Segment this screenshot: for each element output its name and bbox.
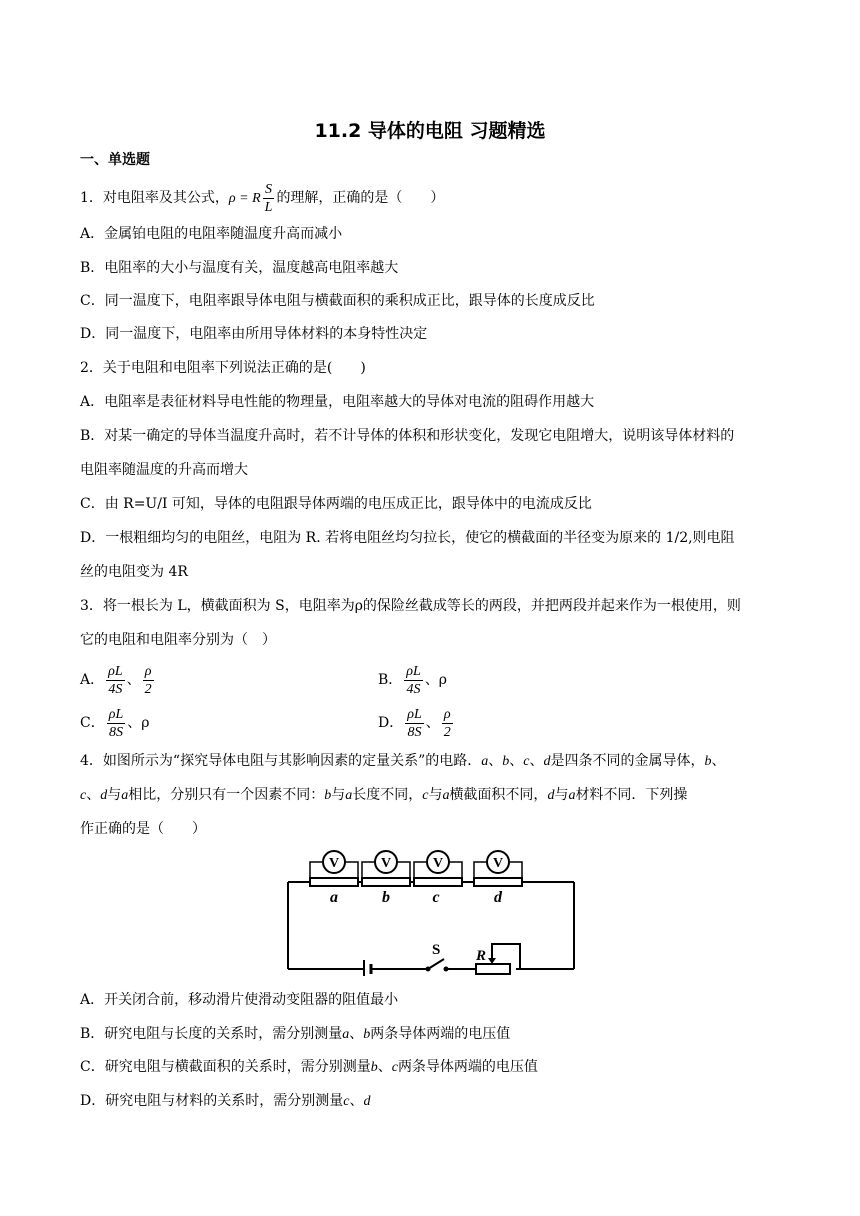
label-b: b bbox=[382, 889, 390, 906]
q3-a-frac2-den: 2 bbox=[144, 681, 152, 697]
q3-b-frac1-den: 4S bbox=[406, 681, 421, 697]
q4-l2e: 材料不同．下列操 bbox=[575, 787, 688, 803]
q1-option-c: C．同一温度下，电阻率跟导体电阻与横截面积的乘积成正比，跟导体的长度成反比 bbox=[80, 293, 595, 309]
var-a: a bbox=[481, 754, 489, 769]
q3-c-label: C． bbox=[80, 715, 105, 731]
q1-frac-num: S bbox=[265, 181, 273, 197]
voltmeter-label: V bbox=[492, 856, 504, 871]
var-d: d bbox=[547, 788, 555, 803]
q1-formula-fraction bbox=[263, 181, 275, 216]
q3-d-label: D． bbox=[378, 715, 404, 731]
q4-stem-line1 bbox=[80, 751, 725, 772]
q3-c-frac1 bbox=[107, 706, 126, 741]
sep: 、 bbox=[349, 1093, 364, 1109]
q4-l2a: 与 bbox=[107, 787, 122, 803]
voltmeter-label: V bbox=[380, 856, 392, 871]
conductor-d bbox=[474, 878, 522, 886]
q1-prefix: 1．对电阻率及其公式， bbox=[80, 190, 229, 206]
voltmeter-icon-b bbox=[375, 851, 397, 873]
sep: 、 bbox=[377, 1059, 392, 1075]
q3-d-frac2-num: ρ bbox=[443, 706, 451, 722]
q3-a-frac2 bbox=[143, 663, 154, 698]
q4-stem-line2 bbox=[80, 785, 687, 806]
q3-b-frac1 bbox=[404, 663, 423, 698]
conductor-c bbox=[414, 878, 462, 886]
var-b: b bbox=[704, 754, 712, 769]
q4-stem-line3: 作正确的是（ ） bbox=[80, 821, 206, 837]
rheostat-icon bbox=[475, 944, 520, 974]
q1-option-b: B．电阻率的大小与温度有关，温度越高电阻率越大 bbox=[80, 260, 399, 276]
sep: 、 bbox=[529, 753, 544, 769]
var-c: c bbox=[391, 1060, 398, 1075]
voltmeter-icon-a bbox=[323, 851, 345, 873]
voltmeter-label: V bbox=[328, 856, 340, 871]
q4-option-d bbox=[80, 1091, 370, 1112]
q2-stem: 2．关于电阻和电阻率下列说法正确的是( ) bbox=[80, 360, 366, 376]
var-c: c bbox=[523, 754, 530, 769]
sep: 、 bbox=[488, 753, 503, 769]
q3-d-frac2-den: 2 bbox=[443, 724, 451, 740]
var-a: a bbox=[121, 788, 129, 803]
voltmeter-icon-c bbox=[427, 851, 449, 873]
q4-option-b bbox=[80, 1024, 510, 1045]
q4-l1b: 是四条不同的金属导体， bbox=[550, 753, 705, 769]
q3-option-b bbox=[378, 662, 447, 698]
q4-l2a: 与 bbox=[331, 787, 346, 803]
q1-option-a: A．金属铂电阻的电阻率随温度升高而减小 bbox=[80, 226, 343, 242]
conductors bbox=[310, 878, 522, 886]
q2-option-c: C．由 R=U/I 可知，导体的电阻跟导体两端的电压成正比，跟导体中的电流成反比 bbox=[80, 496, 592, 512]
q3-c-frac1-num: ρL bbox=[108, 706, 124, 722]
q4-l2a: 与 bbox=[428, 787, 443, 803]
var-d: d bbox=[543, 754, 551, 769]
label-a: a bbox=[330, 889, 338, 906]
q4-c-post: 两条导体两端的电压值 bbox=[397, 1059, 538, 1075]
q3-a-frac2-num: ρ bbox=[144, 663, 152, 679]
q3-c-frac1-den: 8S bbox=[108, 724, 123, 740]
q1-option-d: D．同一温度下，电阻率由所用导体材料的本身特性决定 bbox=[80, 326, 428, 342]
switch-icon bbox=[426, 942, 449, 972]
q1-stem bbox=[80, 180, 444, 216]
conductor-a bbox=[310, 878, 358, 886]
q3-d-frac2 bbox=[442, 706, 453, 741]
sep: 、 bbox=[509, 753, 524, 769]
q4-l2c: 长度不同， bbox=[352, 787, 423, 803]
sep: 、 bbox=[349, 1026, 364, 1042]
var-a: a bbox=[568, 788, 576, 803]
q3-option-c bbox=[80, 705, 149, 741]
q3-option-a bbox=[80, 662, 156, 698]
var-c: c bbox=[422, 788, 429, 803]
q2-option-b-line2: 电阻率随温度的升高而增大 bbox=[80, 462, 248, 478]
q3-d-frac1-den: 8S bbox=[407, 724, 422, 740]
q3-a-sep: 、 bbox=[126, 672, 141, 688]
q4-c-pre: C．研究电阻与横截面积的关系时，需分别测量 bbox=[80, 1059, 371, 1075]
q1-frac-den: L bbox=[264, 199, 273, 215]
q1-suffix: 的理解，正确的是（ ） bbox=[276, 190, 445, 206]
switch-label: S bbox=[432, 942, 441, 958]
q4-b-post: 两条导体两端的电压值 bbox=[370, 1026, 511, 1042]
var-b: b bbox=[363, 1027, 371, 1042]
var-b: b bbox=[370, 1060, 378, 1075]
q4-l1a: 4．如图所示为“探究导体电阻与其影响因素的定量关系”的电路． bbox=[80, 753, 482, 769]
q4-option-a: A．开关闭合前，移动滑片使滑动变阻器的阻值最小 bbox=[80, 992, 399, 1008]
voltmeter-label: V bbox=[432, 856, 444, 871]
label-c: c bbox=[432, 889, 440, 906]
q3-b-frac1-num: ρL bbox=[406, 663, 421, 679]
q3-stem-line2: 它的电阻和电阻率分别为（ ） bbox=[80, 632, 276, 648]
circuit-diagram bbox=[280, 848, 582, 976]
var-a: a bbox=[342, 1027, 350, 1042]
sep: 、 bbox=[711, 753, 726, 769]
q3-a-frac1 bbox=[106, 663, 125, 698]
q3-c-tail: 、ρ bbox=[127, 715, 150, 731]
var-d: d bbox=[100, 788, 108, 803]
var-c: c bbox=[343, 1094, 350, 1109]
q4-d-pre: D．研究电阻与材料的关系时，需分别测量 bbox=[80, 1093, 344, 1109]
q3-b-label: B． bbox=[378, 672, 403, 688]
conductor-b bbox=[362, 878, 410, 886]
q4-l2d: 横截面积不同， bbox=[449, 787, 548, 803]
q4-l2a: 与 bbox=[554, 787, 569, 803]
var-b: b bbox=[502, 754, 510, 769]
q3-d-frac1 bbox=[405, 706, 424, 741]
q1-formula-lhs: ρ = R bbox=[228, 191, 261, 206]
var-d: d bbox=[363, 1094, 371, 1109]
q2-option-d-line2: 丝的电阻变为 4R bbox=[80, 564, 188, 580]
q3-stem-line1: 3．将一根长为 L，横截面积为 S，电阻率为ρ的保险丝截成等长的两段，并把两段并起来作为一根使用，则 bbox=[80, 598, 741, 614]
var-b: b bbox=[324, 788, 332, 803]
q2-option-d-line1: D．一根粗细均匀的电阻丝，电阻为 R. 若将电阻丝均匀拉长，使它的横截面的半径变为原来的 1/2,则电阻 bbox=[80, 530, 735, 546]
sep: 、 bbox=[86, 787, 101, 803]
q3-b-tail: 、ρ bbox=[424, 672, 448, 688]
battery-icon bbox=[364, 960, 371, 976]
q4-l2b: 相比，分别只有一个因素不同： bbox=[128, 787, 325, 803]
q2-option-a: A．电阻率是表征材料导电性能的物理量，电阻率越大的导体对电流的阻碍作用越大 bbox=[80, 394, 595, 410]
voltmeter-icon-d bbox=[487, 851, 509, 873]
q3-a-frac1-num: ρL bbox=[108, 663, 123, 679]
rheostat-label: R bbox=[476, 948, 487, 964]
q4-option-c bbox=[80, 1057, 538, 1078]
var-c: c bbox=[80, 788, 87, 803]
q2-option-b-line1: B．对某一确定的导体当温度升高时，若不计导体的体积和形状变化，发现它电阻增大，说明该导体材料的 bbox=[80, 428, 735, 444]
q3-option-d bbox=[378, 705, 455, 741]
section-heading: 一、单选题 bbox=[80, 152, 150, 168]
q3-a-label: A． bbox=[80, 672, 105, 688]
var-a: a bbox=[442, 788, 450, 803]
q3-d-frac1-num: ρL bbox=[407, 706, 422, 722]
page-title: 11.2 导体的电阻 习题精选 bbox=[314, 120, 546, 142]
label-d: d bbox=[494, 889, 502, 906]
q4-b-pre: B．研究电阻与长度的关系时，需分别测量 bbox=[80, 1026, 343, 1042]
q3-d-sep: 、 bbox=[425, 715, 440, 731]
var-a: a bbox=[345, 788, 353, 803]
q3-a-frac1-den: 4S bbox=[108, 681, 123, 697]
